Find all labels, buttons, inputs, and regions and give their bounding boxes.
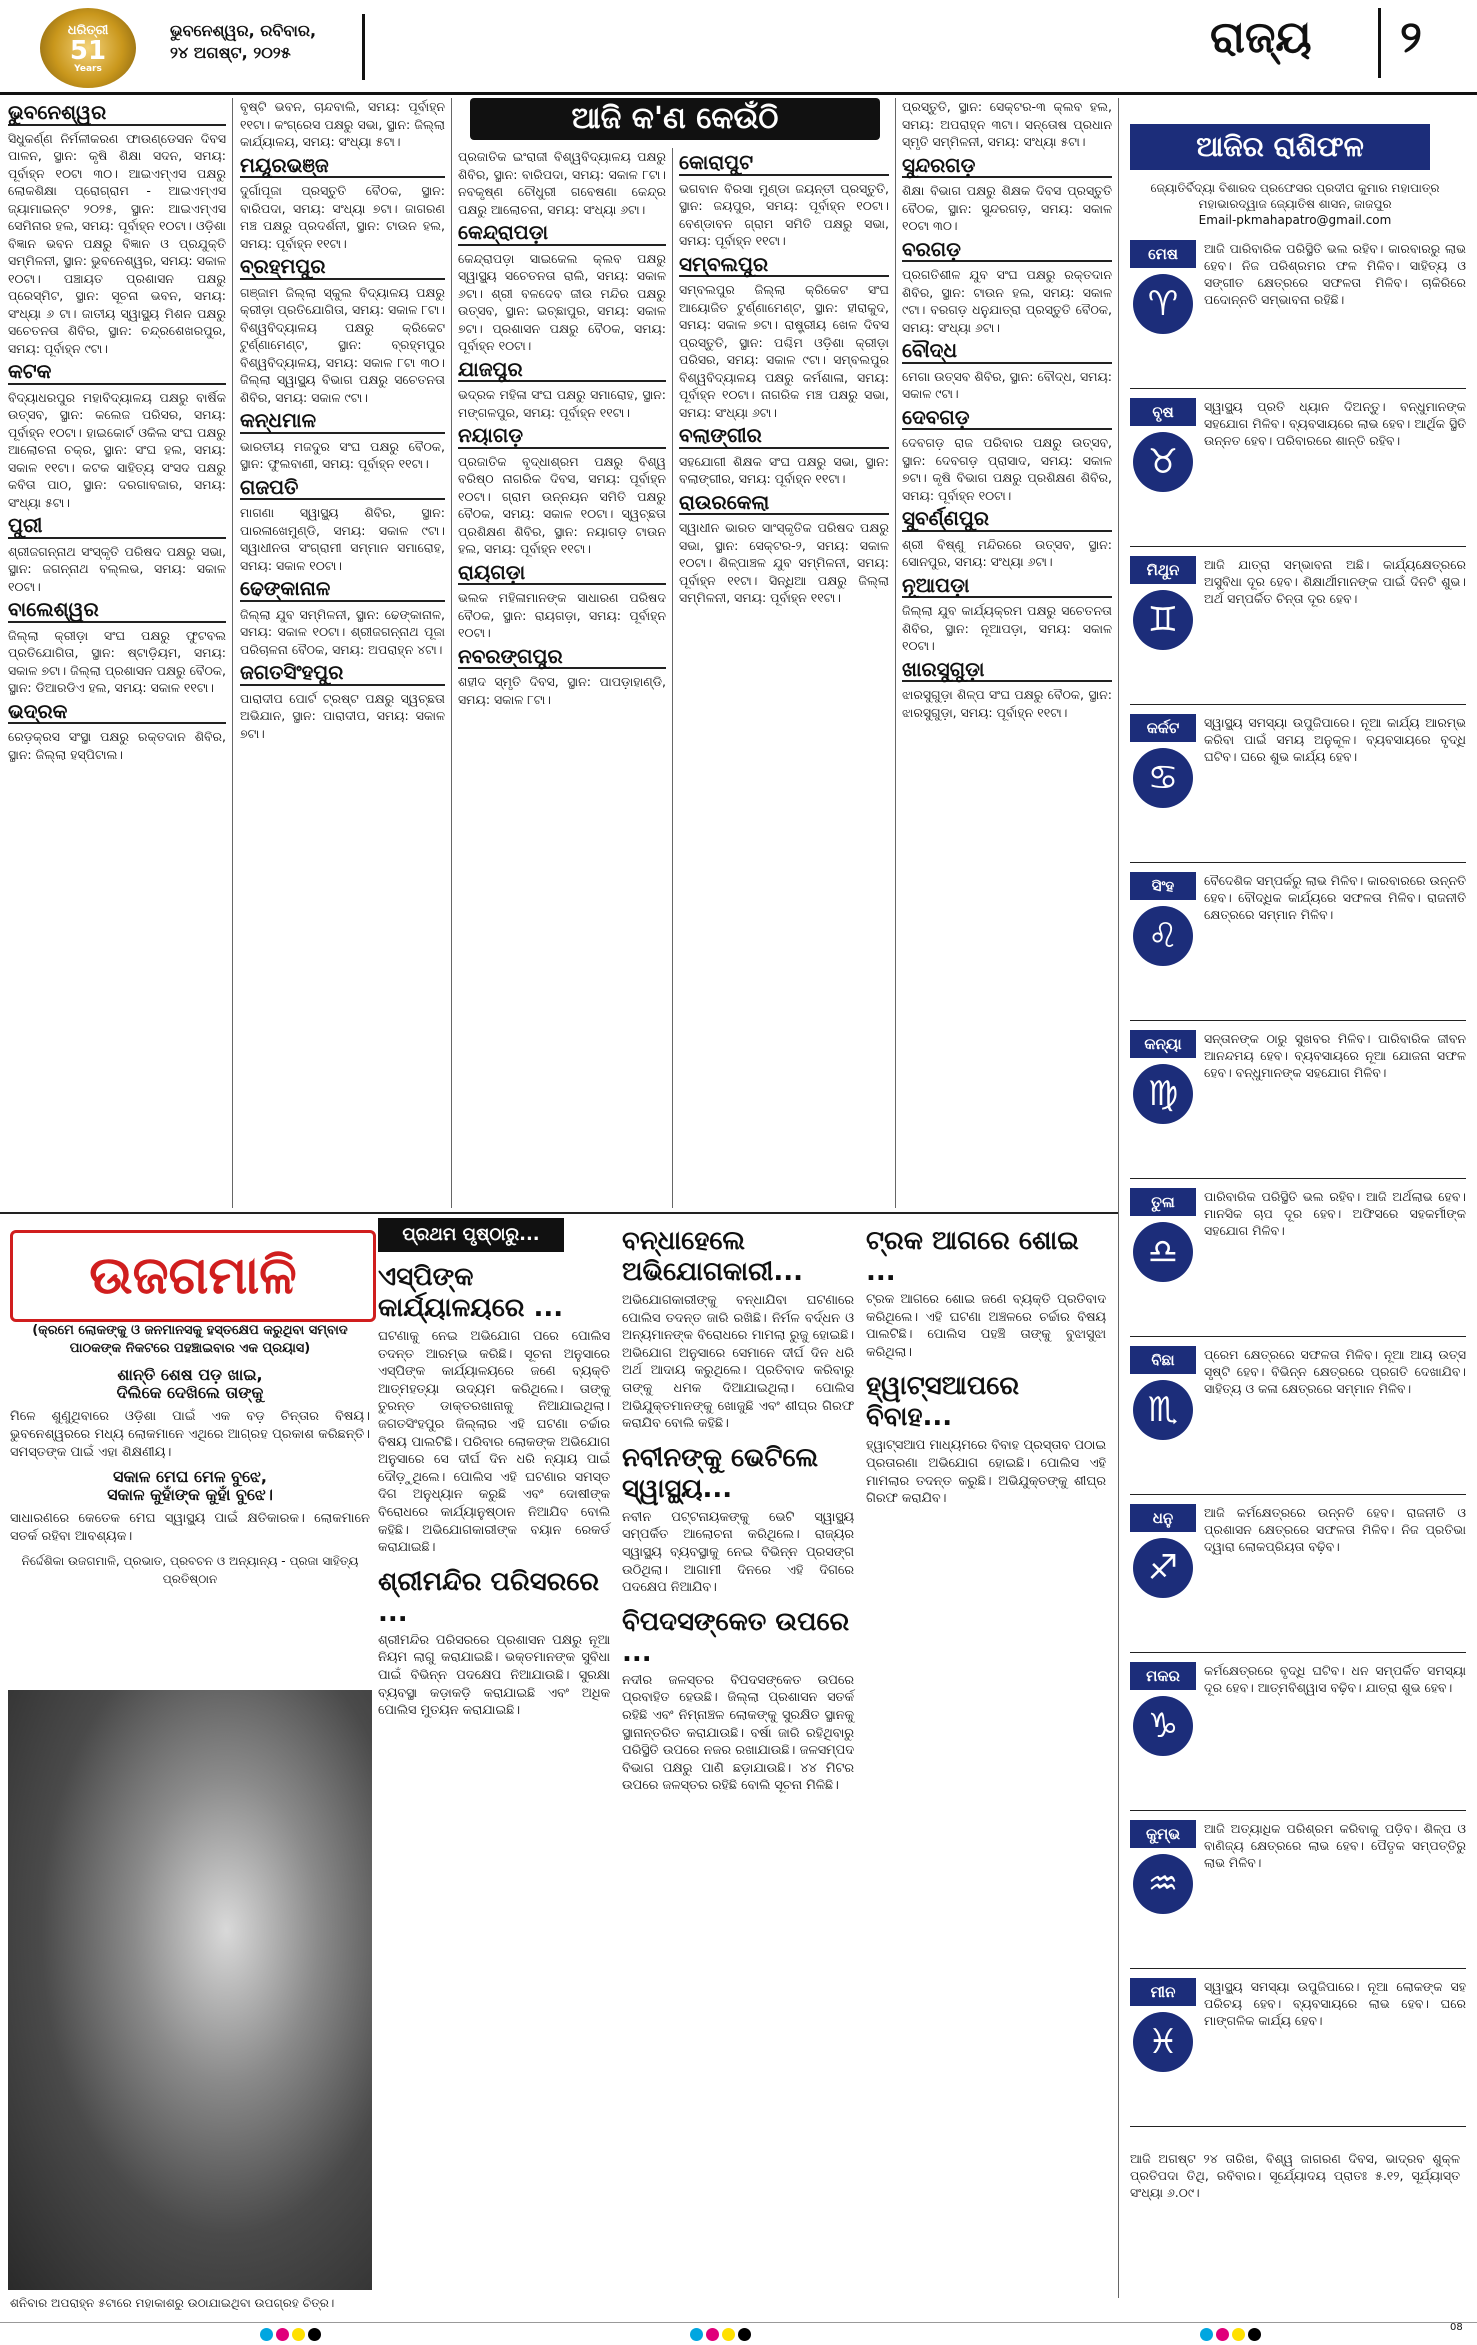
zodiac-sign-label: ମିଥୁନ <box>1130 556 1196 584</box>
story-body: ଘଟଣାକୁ ନେଇ ଅଭିଯୋଗ ପରେ ପୋଲିସ ତଦନ୍ତ ଆରମ୍ଭ କରିଛି। ସୂଚନା ଅନୁସାରେ ଏସ୍‌ପିଙ୍କ କାର୍ଯ୍ୟାଳୟରେ ଜଣେ ବ୍ୟକ୍ତି ଆତ୍ମହତ୍ୟା ଉଦ୍ୟମ କରିଥିଲେ। ତାଙ୍କୁ ତୁରନ୍ତ ଡାକ୍ତରଖାନାକୁ ନିଆଯାଇଥିଲା। ଜଗତସିଂହପୁର ଜିଲ୍ଲାର ଏହି ଘଟଣା ଚର୍ଚ୍ଚାର ବିଷୟ ପାଲଟିଛି। ପରିବାର ଲୋକଙ୍କ ଅଭିଯୋଗ ଅନୁସାରେ ସେ ଦୀର୍ଘ ଦିନ ଧରି ନ୍ୟାୟ ପାଇଁ ଦୌଡ଼ୁଥିଲେ। ପୋଲିସ ଏହି ଘଟଣାର ସମସ୍ତ ଦିଗ ଅନୁଧ୍ୟାନ କରୁଛି ଏବଂ ଦୋଷୀଙ୍କ ବିରୋଧରେ କାର୍ଯ୍ୟାନୁଷ୍ଠାନ ନିଆଯିବ ବୋଲି କହିଛି। ଅଭିଯୋଗକାରୀଙ୍କ ବୟାନ ରେକର୍ଡ କରାଯାଇଛି। <box>378 1329 610 1556</box>
city-heading: ନୂଆପଡ଼ା <box>902 577 1112 599</box>
story-body: ନଦୀର ଜଳସ୍ତର ବିପଦସଙ୍କେତ ଉପରେ ପ୍ରବାହିତ ହେଉଛି। ଜିଲ୍ଲା ପ୍ରଶାସନ ସତର୍କ ରହିଛି ଏବଂ ନିମ୍ନାଞ୍ଚଳ ଲୋକଙ୍କୁ ସୁରକ୍ଷିତ ସ୍ଥାନକୁ ସ୍ଥାନାନ୍ତରିତ କରାଯାଉଛି। ବର୍ଷା ଜାରି ରହିଥିବାରୁ ପରିସ୍ଥିତି ଉପରେ ନଜର ରଖାଯାଉଛି। ଜଳସମ୍ପଦ ବିଭାଗ ପକ୍ଷରୁ ପାଣି ଛଡ଼ାଯାଉଛି। ୪୪ ମିଟର ଉପରେ ଜଳସ୍ତର ରହିଛି ବୋଲି ସୂଚନା ମିଳିଛି। <box>622 1672 854 1794</box>
yellow-dot <box>1232 2328 1245 2341</box>
story-body: ଶ୍ରୀମନ୍ଦିର ପରିସରରେ ପ୍ରଶାସନ ପକ୍ଷରୁ ନୂଆ ନିୟମ ଲାଗୁ କରାଯାଇଛି। ଭକ୍ତମାନଙ୍କ ସୁବିଧା ପାଇଁ ବିଭିନ୍ନ ପଦକ୍ଷେପ ନିଆଯାଉଛି। ସୁରକ୍ଷା ବ୍ୟବସ୍ଥା କଡ଼ାକଡ଼ି କରାଯାଇଛି ଏବଂ ଅଧିକ ପୋଲିସ ମୁତୟନ କରାଯାଇଛି। <box>378 1632 610 1719</box>
column-3 <box>458 148 666 713</box>
city-heading: ସୁବର୍ଣ୍ଣପୁର <box>902 510 1112 532</box>
event-listing: ରେଡ଼କ୍ରସ ସଂସ୍ଥା ପକ୍ଷରୁ ରକ୍ତଦାନ ଶିବିର, ସ୍ଥାନ: ଜିଲ୍ଲା ହସ୍ପିଟାଲ। <box>8 729 226 762</box>
city-heading: ଭୁବନେଶ୍ୱର <box>8 104 226 126</box>
event-listing: ବୃଷ୍ଟି ଭବନ, ଚାନ୍ଦବାଲି, ସମୟ: ପୂର୍ବାହ୍ନ ୧୧ଟା। କଂଗ୍ରେସ ପକ୍ଷରୁ ସଭା, ସ୍ଥାନ: ଜିଲ୍ଲା କାର୍ଯ୍ୟାଳୟ, ସମୟ: ସଂଧ୍ୟା ୫ଟା। <box>240 99 445 149</box>
horoscope-rule <box>1130 704 1466 705</box>
story-headline: ନବୀନଙ୍କୁ ଭେଟିଲେ ସ୍ୱାସ୍ଥ୍ୟ... <box>622 1442 819 1504</box>
horoscope-rule <box>1130 1968 1466 1969</box>
newspaper-logo <box>40 8 136 88</box>
horoscope-text: ପ୍ରେମ କ୍ଷେତ୍ରରେ ସଫଳତା ମିଳିବ। ନୂଆ ଆୟ ଉତ୍ସ ସୃଷ୍ଟି ହେବ। ବିଭିନ୍ନ କ୍ଷେତ୍ରରେ ପ୍ରଗତି ଦେଖାଯିବ। ସାହିତ୍ୟ ଓ କଳା କ୍ଷେତ୍ରରେ ସମ୍ମାନ ମିଳିବ। <box>1204 1347 1466 1396</box>
story-column-3 <box>866 1222 1106 1518</box>
horoscope-text: ପାରିବାରିକ ପରିସ୍ଥିତି ଭଲ ରହିବ। ଆଜି ଅର୍ଥଲାଭ ହେବ। ମାନସିକ ଚାପ ଦୂର ହେବ। ଅଫିସରେ ସହକର୍ମୀଙ୍କ ସହଯୋଗ ମିଳିବ। <box>1204 1189 1466 1238</box>
event-listing: ମେଗା ଉତ୍ସବ ଶିବିର, ସ୍ଥାନ: ବୌଦ୍ଧ, ସମୟ: ସକାଳ ୯ଟା। <box>902 368 1112 401</box>
logo-years: 51 <box>69 35 107 66</box>
event-listing: ପ୍ରଗତିଶୀଳ ଯୁବ ସଂଘ ପକ୍ଷରୁ ରକ୍ତଦାନ ଶିବିର, ସ୍ଥାନ: ଟାଉନ ହଲ, ସମୟ: ସକାଳ ୯ଟା। ବରଗଡ଼ ଧନୁଯାତ୍ରା ପ୍ରସ୍ତୁତି ବୈଠକ, ସମୟ: ସଂଧ୍ୟା ୬ଟା। <box>902 267 1112 335</box>
zodiac-icon: ♈ <box>1133 274 1193 334</box>
horoscope-text: ବୈଦେଶିକ ସମ୍ପର୍କରୁ ଲାଭ ମିଳିବ। କାରବାରରେ ଉନ୍ନତି ହେବ। ବୌଦ୍ଧିକ କାର୍ଯ୍ୟରେ ସଫଳତା ମିଳିବ। ରାଜନୀତି କ୍ଷେତ୍ରରେ ସମ୍ମାନ ମିଳିବ। <box>1204 873 1466 922</box>
horoscope-text: ସ୍ୱାସ୍ଥ୍ୟ ସମସ୍ୟା ଉପୁଜିପାରେ। ନୂଆ ଲୋକଙ୍କ ସହ ପରିଚୟ ହେବ। ବ୍ୟବସାୟରେ ଲାଭ ହେବ। ଘରେ ମାଙ୍ଗଳିକ କାର୍ଯ୍ୟ ହେବ। <box>1204 1979 1466 2028</box>
section-divider <box>1378 8 1381 78</box>
zodiac-sign-label: କର୍କଟ <box>1130 714 1196 742</box>
cyan-dot <box>690 2328 703 2341</box>
page-number: ୨ <box>1400 12 1422 63</box>
event-listing: ଗଞ୍ଜାମ ଜିଲ୍ଲା ସ୍କୁଲ ବିଦ୍ୟାଳୟ ପକ୍ଷରୁ କ୍ରୀଡ଼ା ପ୍ରତିଯୋଗିତା, ସମୟ: ସକାଳ ୮ଟା। ବିଶ୍ୱବିଦ୍ୟାଳୟ ପକ୍ଷରୁ କ୍ରିକେଟ ଟୁର୍ଣ୍ଣାମେଣ୍ଟ, ସ୍ଥାନ: ବ୍ରହ୍ମପୁର ବିଶ୍ୱବିଦ୍ୟାଳୟ, ସମୟ: ସକାଳ ୮ଟା ୩୦। ଜିଲ୍ଲା ସ୍ୱାସ୍ଥ୍ୟ ବିଭାଗ ପକ୍ଷରୁ ସଚେତନତା ଶିବିର, ସମୟ: ସକାଳ ୯ଟା। <box>240 284 445 405</box>
event-listing: ଭଗବାନ ବିରସା ମୁଣ୍ଡା ଜୟନ୍ତୀ ପ୍ରସ୍ତୁତି, ସ୍ଥାନ: ଜୟପୁର, ସମୟ: ପୂର୍ବାହ୍ନ ୧୦ଟା। ବେଣ୍ଡାବନ ଗ୍ରାମ ସମିତି ପକ୍ଷରୁ ସଭା, ସମୟ: ପୂର୍ବାହ୍ନ ୧୧ଟା। <box>679 180 889 248</box>
story-column-2 <box>622 1222 854 1805</box>
zodiac-icon: ♊ <box>1133 590 1193 650</box>
zodiac-sign-label: ବିଛା <box>1130 1346 1196 1374</box>
story-body: ନବୀନ ପଟ୍ଟନାୟକଙ୍କୁ ଭେଟି ସ୍ୱାସ୍ଥ୍ୟ ସମ୍ପର୍କିତ ଆଲୋଚନା କରିଥିଲେ। ରାଜ୍ୟର ସ୍ୱାସ୍ଥ୍ୟ ବ୍ୟବସ୍ଥାକୁ ନେଇ ବିଭିନ୍ନ ପ୍ରସଙ୍ଗ ଉଠିଥିଲା। ଆଗାମୀ ଦିନରେ ଏହି ଦିଗରେ ପଦକ୍ଷେପ ନିଆଯିବ। <box>622 1509 854 1596</box>
astrologer-place: ମହାଭାରଦ୍ୱାଜ ଜ୍ୟୋତିଷ ଶାସନ, ଜାଜପୁର <box>1198 197 1392 211</box>
registration-marks <box>260 2326 324 2345</box>
story-headline: ବନ୍ଧାହେଲେ ଅଭିଯୋଗକାରୀ... <box>622 1226 804 1287</box>
zodiac-icon: ♐ <box>1133 1538 1193 1598</box>
event-listing: ମାଗଣା ସ୍ୱାସ୍ଥ୍ୟ ଶିବିର, ସ୍ଥାନ: ପାରଳାଖେମୁଣ୍ଡି, ସମୟ: ସକାଳ ୯ଟା। ସ୍ୱାଧୀନତା ସଂଗ୍ରାମୀ ସମ୍ମାନ ସମାରୋହ, ସମୟ: ସକାଳ ୧୦ଟା। <box>240 505 445 573</box>
satellite-caption: ଶନିବାର ଅପରାହ୍ନ ୫ଟାରେ ମହାକାଶରୁ ଉଠାଯାଇଥିବା ଉପଗ୍ରହ ଚିତ୍ର। <box>10 2296 335 2310</box>
horoscope-rule <box>1130 546 1466 547</box>
zodiac-icon: ♑ <box>1133 1696 1193 1756</box>
event-listing: ପ୍ରସ୍ତୁତି, ସ୍ଥାନ: ସେକ୍ଟର-୩ କ୍ଲବ ହଲ, ସମୟ: ଅପରାହ୍ନ ୩ଟା। ସନ୍ତୋଷ ପ୍ରଧାନ ସ୍ମୃତି ସମ୍ମିଳନୀ, ସମୟ: ସଂଧ୍ୟା ୫ଟା। <box>902 99 1112 149</box>
header-divider <box>362 14 365 80</box>
cyan-dot <box>1200 2328 1213 2341</box>
logo-years-label: Years <box>74 63 102 74</box>
city-heading: ନୟାଗଡ଼ <box>458 427 666 449</box>
ujagamali-headline: ଦିଲିକେ ଦେଖିଲେ ତାଙ୍କୁ <box>116 1383 264 1402</box>
zodiac-sign-label: ସିଂହ <box>1130 872 1196 900</box>
zodiac-icon: ♍ <box>1133 1064 1193 1124</box>
horoscope-text: ଆଜି ଯାତ୍ରା ସମ୍ଭାବନା ଅଛି। କାର୍ଯ୍ୟକ୍ଷେତ୍ରରେ ଅସୁବିଧା ଦୂର ହେବ। ଶିକ୍ଷାର୍ଥୀମାନଙ୍କ ପାଇଁ ଦିନଟି ଶୁଭ। ଅର୍ଥ ସମ୍ପର୍କିତ ଚିନ୍ତା ଦୂର ହେବ। <box>1204 557 1466 606</box>
city-heading: କଟକ <box>8 363 226 385</box>
city-heading: ବୌଦ୍ଧ <box>902 342 1112 364</box>
city-heading: ଜଗତସିଂହପୁର <box>240 664 445 686</box>
section-title: ରାଜ୍ୟ <box>1210 12 1312 63</box>
city-heading: ପୁରୀ <box>8 517 226 539</box>
ujagamali-body: ସାଧାରଣରେ କେତେକ ମେଘ ସ୍ୱାସ୍ଥ୍ୟ ପାଇଁ କ୍ଷତିକାରକ। ଲୋକମାନେ ସତର୍କ ରହିବା ଆବଶ୍ୟକ। <box>10 1511 370 1544</box>
ujagamali-subtitle: (କ୍ରମେ ଲୋକଙ୍କୁ ଓ ଜନମାନସକୁ ହସ୍ତକ୍ଷେପ କରୁଥିବା ସମ୍ବାଦ ପାଠକଙ୍କ ନିକଟରେ ପହଞ୍ଚାଇବାର ଏକ ପ୍ରୟାସ) <box>32 1323 348 1356</box>
zodiac-sign-label: ମୀନ <box>1130 1978 1196 2006</box>
city-heading: ଦେବଗଡ଼ <box>902 409 1112 431</box>
city-heading: ଯାଜପୁର <box>458 361 666 383</box>
city-heading: ସୁନ୍ଦରଗଡ଼ <box>902 157 1112 179</box>
event-listing: ଜିଲ୍ଲା କ୍ରୀଡ଼ା ସଂଘ ପକ୍ଷରୁ ଫୁଟବଲ ପ୍ରତିଯୋଗିତା, ସ୍ଥାନ: ଷ୍ଟାଡ଼ିୟମ, ସମୟ: ସକାଳ ୭ଟା। ଜିଲ୍ଲା ପ୍ରଶାସନ ପକ୍ଷରୁ ବୈଠକ, ସ୍ଥାନ: ଡିଆରଡିଏ ହଲ, ସମୟ: ସକାଳ ୧୧ଟା। <box>8 627 226 695</box>
city-heading: ଗଜପତି <box>240 479 445 501</box>
event-listing: ଦୁର୍ଗାପୂଜା ପ୍ରସ୍ତୁତି ବୈଠକ, ସ୍ଥାନ: ବାରିପଦା, ସମୟ: ସଂଧ୍ୟା ୭ଟା। ଜାଗରଣ ମଞ୍ଚ ପକ୍ଷରୁ ପ୍ରଦର୍ଶନୀ, ସ୍ଥାନ: ଟାଉନ ହଲ, ସମୟ: ପୂର୍ବାହ୍ନ ୧୧ଟା। <box>240 183 445 251</box>
zodiac-sign-label: ଧନୁ <box>1130 1504 1196 1532</box>
astrologer-name: ଜ୍ୟୋତିର୍ବିଦ୍ୟା ବିଶାରଦ ପ୍ରଫେସର ପ୍ରଦୀପ କୁମାର ମହାପାତ୍ର <box>1150 181 1440 195</box>
horoscope-rule <box>1130 1336 1466 1337</box>
horoscope-rule <box>1130 1020 1466 1021</box>
city-heading: କନ୍ଧମାଳ <box>240 412 445 434</box>
zodiac-icon: ♉ <box>1133 432 1193 492</box>
events-heading: ଆଜି କ'ଣ କେଉଁଠି <box>470 98 880 140</box>
logo-name: ଧରିତ୍ରୀ <box>67 22 109 38</box>
city-heading: କୋରାପୁଟ <box>679 154 889 176</box>
city-heading: କେନ୍ଦ୍ରାପଡ଼ା <box>458 224 666 246</box>
satellite-image <box>8 1690 372 2290</box>
column-rule <box>451 98 452 1208</box>
horoscope-rule <box>1130 388 1466 389</box>
ujagamali-headline: ସକାଳ କୁହାଁଙ୍କ କୁହାଁ ବୁଝେ। <box>107 1485 273 1504</box>
astrologer-email: Email-pkmahapatro@gmail.com <box>1198 213 1392 227</box>
horoscope-text: ସନ୍ତାନଙ୍କ ଠାରୁ ସୁଖବର ମିଳିବ। ପାରିବାରିକ ଜୀବନ ଆନନ୍ଦମୟ ହେବ। ବ୍ୟବସାୟରେ ନୂଆ ଯୋଜନା ସଫଳ ହେବ। ବନ୍ଧୁମାନଙ୍କ ସହଯୋଗ ମିଳିବ। <box>1204 1031 1466 1080</box>
zodiac-sign-label: ତୁଳା <box>1130 1188 1196 1216</box>
event-listing: ଜିଲ୍ଲା ଯୁବ ସମ୍ମିଳନୀ, ସ୍ଥାନ: ଢେଙ୍କାନାଳ, ସମୟ: ସକାଳ ୧୦ଟା। ଶ୍ରୀଜଗନ୍ନାଥ ପୂଜା ପରିଚାଳନା ବୈଠକ, ସମୟ: ଅପରାହ୍ନ ୪ଟା। <box>240 606 445 657</box>
city-heading: ନବରଙ୍ଗପୁର <box>458 648 666 670</box>
story-headline: ବିପଦସଙ୍କେତ ଉପରେ ... <box>622 1606 850 1668</box>
event-listing: ଦେବଗଡ଼ ରାଜ ପରିବାର ପକ୍ଷରୁ ଉତ୍ସବ, ସ୍ଥାନ: ଦେବଗଡ଼ ପ୍ରାସାଦ, ସମୟ: ସକାଳ ୭ଟା। କୃଷି ବିଭାଗ ପକ୍ଷରୁ ପ୍ରଶିକ୍ଷଣ ଶିବିର, ସମୟ: ପୂର୍ବାହ୍ନ ୧୦ଟା। <box>902 435 1112 503</box>
yellow-dot <box>722 2328 735 2341</box>
story-body: ହ୍ୱାଟ୍ସଆପ ମାଧ୍ୟମରେ ବିବାହ ପ୍ରସ୍ତାବ ପଠାଇ ପ୍ରତାରଣା ଅଭିଯୋଗ ହୋଇଛି। ପୋଲିସ ଏହି ମାମଲାର ତଦନ୍ତ କରୁଛି। ଅଭିଯୁକ୍ତଙ୍କୁ ଶୀଘ୍ର ଗିରଫ କରାଯିବ। <box>866 1438 1106 1507</box>
black-dot <box>1248 2328 1261 2341</box>
city-heading: ଭଦ୍ରକ <box>8 703 226 725</box>
story-headline: ହ୍ୱାଟ୍ସଆପରେ ବିବାହ... <box>866 1371 1020 1433</box>
horoscope-text: ଆଜି ପାରିବାରିକ ପରିସ୍ଥିତି ଭଲ ରହିବ। କାରବାରରୁ ଲାଭ ହେବ। ନିଜ ପରିଶ୍ରମର ଫଳ ମିଳିବ। ସାହିତ୍ୟ ଓ ସଙ୍ଗୀତ କ୍ଷେତ୍ରରେ ସଫଳତା ମିଳିବ। ଚାକିରିରେ ପଦୋନ୍ନତି ସମ୍ଭାବନା ରହିଛି। <box>1204 241 1466 307</box>
event-listing: ଜିଲ୍ଲା ଯୁବ କାର୍ଯ୍ୟକ୍ରମ ପକ୍ଷରୁ ସଚେତନତା ଶିବିର, ସ୍ଥାନ: ନୂଆପଡ଼ା, ସମୟ: ସକାଳ ୧୦ଟା। <box>902 603 1112 653</box>
cyan-dot <box>260 2328 273 2341</box>
column-4 <box>679 148 889 612</box>
horoscope-rule <box>1130 1810 1466 1811</box>
event-listing: ଭଲକ ମହିଳାମାନଙ୍କ ସାଧାରଣ ପରିଷଦ ବୈଠକ, ସ୍ଥାନ: ରାୟଗଡ଼ା, ସମୟ: ପୂର୍ବାହ୍ନ ୧୦ଟା। <box>458 590 666 640</box>
zodiac-icon: ♏ <box>1133 1380 1193 1440</box>
event-listing: ଶ୍ରୀଜଗନ୍ନାଥ ସଂସ୍କୃତି ପରିଷଦ ପକ୍ଷରୁ ସଭା, ସ୍ଥାନ: ଜଗନ୍ନାଥ ବଲ୍ଲଭ, ସମୟ: ସକାଳ ୧୦ଟା। <box>8 543 226 594</box>
dateline-date: ୨୪ ଅଗଷ୍ଟ, ୨୦୨୫ <box>170 43 291 62</box>
story-headline: ଶ୍ରୀମନ୍ଦିର ପରିସରରେ ... <box>378 1566 600 1628</box>
registration-marks <box>1200 2326 1264 2345</box>
horoscope-rule <box>1130 1178 1466 1179</box>
column-1 <box>8 98 226 768</box>
black-dot <box>308 2328 321 2341</box>
zodiac-sign-label: ମକର <box>1130 1662 1196 1690</box>
city-heading: ସମ୍ବଲପୁର <box>679 256 889 278</box>
zodiac-sign-label: କୁମ୍ଭ <box>1130 1820 1196 1848</box>
event-listing: ଭଦ୍ରକ ମହିଳା ସଂଘ ପକ୍ଷରୁ ସମାରୋହ, ସ୍ଥାନ: ମଙ୍ଗଳପୁର, ସମୟ: ପୂର୍ବାହ୍ନ ୧୧ଟା। <box>458 387 666 420</box>
event-listing: କେନ୍ଦ୍ରାପଡ଼ା ସାଇକେଲ କ୍ଲବ ପକ୍ଷରୁ ସ୍ୱାସ୍ଥ୍ୟ ସଚେତନତା ରାଲି, ସମୟ: ସକାଳ ୬ଟା। ଶ୍ରୀ ବଳଦେବ ଜୀଉ ମନ୍ଦିର ପକ୍ଷରୁ ଉତ୍ସବ, ସ୍ଥାନ: ଇଚ୍ଛାପୁର, ସମୟ: ସକାଳ ୭ଟା। ପ୍ରଶାସନ ପକ୍ଷରୁ ବୈଠକ, ସମୟ: ପୂର୍ବାହ୍ନ ୧୦ଟା। <box>458 250 666 353</box>
city-heading: ବ୍ରହ୍ମପୁର <box>240 258 445 280</box>
ujagamali-title: ଉଜଗମାଳି <box>10 1230 376 1322</box>
column-rule <box>232 98 233 1208</box>
city-heading: ବଲାଙ୍ଗୀର <box>679 427 889 449</box>
zodiac-sign-label: କନ୍ୟା <box>1130 1030 1196 1058</box>
ujagamali-body: ମିଳେ ଶୁଣୁଥିବାରେ ଓଡ଼ିଶା ପାଇଁ ଏକ ବଡ଼ ଚିନ୍ତାର ବିଷୟ। ଭୁବନେଶ୍ୱରରେ ମଧ୍ୟ ଲୋକମାନେ ଏଥିରେ ଆଗ୍ରହ ପ୍ରକାଶ କରିଛନ୍ତି। ସମସ୍ତଙ୍କ ପାଇଁ ଏହା ଶିକ୍ଷଣୀୟ। <box>10 1409 370 1460</box>
event-listing: ଶହୀଦ ସ୍ମୃତି ଦିବସ, ସ୍ଥାନ: ପାପଡ଼ାହାଣ୍ଡି, ସମୟ: ସକାଳ ୮ଟା। <box>458 674 666 707</box>
magenta-dot <box>276 2328 289 2341</box>
dateline <box>170 20 316 64</box>
horoscope-text: କର୍ମକ୍ଷେତ୍ରରେ ବୃଦ୍ଧି ଘଟିବ। ଧନ ସମ୍ପର୍କିତ ସମସ୍ୟା ଦୂର ହେବ। ଆତ୍ମବିଶ୍ୱାସ ବଢ଼ିବ। ଯାତ୍ରା ଶୁଭ ହେବ। <box>1204 1663 1466 1695</box>
event-listing: ସମ୍ବଲପୁର ଜିଲ୍ଲା କ୍ରିକେଟ ସଂଘ ଆୟୋଜିତ ଟୁର୍ଣ୍ଣାମେଣ୍ଟ, ସ୍ଥାନ: ହୀରାକୁଦ, ସମୟ: ସକାଳ ୭ଟା। ରାଷ୍ଟ୍ରୀୟ ଖେଳ ଦିବସ ପ୍ରସ୍ତୁତି, ସ୍ଥାନ: ପଶ୍ଚିମ ଓଡ଼ିଶା କ୍ରୀଡ଼ା ପରିସର, ସମୟ: ସକାଳ ୯ଟା। ସମ୍ବଲପୁର ବିଶ୍ୱବିଦ୍ୟାଳୟ ପକ୍ଷରୁ କର୍ମଶାଳା, ସମୟ: ପୂର୍ବାହ୍ନ ୧୦ଟା। ନାଗରିକ ମଞ୍ଚ ପକ୍ଷରୁ ସଭା, ସମୟ: ସଂଧ୍ୟା ୬ଟା। <box>679 282 889 420</box>
event-listing: ପ୍ରଜାତିକ ବୃଦ୍ଧାଶ୍ରମ ପକ୍ଷରୁ ବିଶ୍ୱ ବରିଷ୍ଠ ନାଗରିକ ଦିବସ, ସମୟ: ପୂର୍ବାହ୍ନ ୧୦ଟା। ଗ୍ରାମ ଉନ୍ନୟନ ସମିତି ପକ୍ଷରୁ ବୈଠକ, ସମୟ: ସକାଳ ୧୦ଟା। ସ୍ୱଚ୍ଛତା ପ୍ରଶିକ୍ଷଣ ଶିବିର, ସ୍ଥାନ: ନୟାଗଡ଼ ଟାଉନ ହଲ, ସମୟ: ପୂର୍ବାହ୍ନ ୧୧ଟା। <box>458 453 666 556</box>
city-heading: ମୟୂରଭଞ୍ଜ <box>240 157 445 179</box>
zodiac-icon: ♋ <box>1133 748 1193 808</box>
story-body: ଟ୍ରକ ଆଗରେ ଶୋଇ ଜଣେ ବ୍ୟକ୍ତି ପ୍ରତିବାଦ କରିଥିଲେ। ଏହି ଘଟଣା ଅଞ୍ଚଳରେ ଚର୍ଚ୍ଚାର ବିଷୟ ପାଲଟିଛି। ପୋଲିସ ପହଞ୍ଚି ତାଙ୍କୁ ବୁଝାସୁଝା କରିଥିଲା। <box>866 1292 1106 1360</box>
column-rule <box>1118 98 1119 2298</box>
event-listing: ପାରାଦୀପ ପୋର୍ଟ ଟ୍ରଷ୍ଟ ପକ୍ଷରୁ ସ୍ୱଚ୍ଛତା ଅଭିଯାନ, ସ୍ଥାନ: ପାରାଦୀପ, ସମୟ: ସକାଳ ୭ଟା। <box>240 690 445 741</box>
horoscope-rule <box>1130 862 1466 863</box>
zodiac-sign-label: ମେଷ <box>1130 240 1196 268</box>
ujagamali-column <box>10 1322 370 1588</box>
column-rule <box>895 98 896 1208</box>
event-listing: ଝାରସୁଗୁଡ଼ା ଶିଳ୍ପ ସଂଘ ପକ୍ଷରୁ ବୈଠକ, ସ୍ଥାନ: ଝାରସୁଗୁଡ଼ା, ସମୟ: ପୂର୍ବାହ୍ନ ୧୧ଟା। <box>902 687 1112 720</box>
yellow-dot <box>292 2328 305 2341</box>
horoscope-text: ସ୍ୱାସ୍ଥ୍ୟ ପ୍ରତି ଧ୍ୟାନ ଦିଅନ୍ତୁ। ବନ୍ଧୁମାନଙ୍କ ସହଯୋଗ ମିଳିବ। ବ୍ୟବସାୟରେ ଲାଭ ହେବ। ଆର୍ଥିକ ସ୍ଥିତି ଉନ୍ନତ ହେବ। ପରିବାରରେ ଶାନ୍ତି ରହିବ। <box>1204 399 1466 448</box>
story-column-1 <box>378 1258 610 1730</box>
column-5 <box>902 98 1112 726</box>
magenta-dot <box>706 2328 719 2341</box>
event-listing: ଶ୍ରୀ ବିଷ୍ଣୁ ମନ୍ଦିରରେ ଉତ୍ସବ, ସ୍ଥାନ: ସୋନପୁର, ସମୟ: ସଂଧ୍ୟା ୬ଟା। <box>902 536 1112 569</box>
horoscope-rule <box>1130 2126 1466 2127</box>
city-heading: ବାଲେଶ୍ୱର <box>8 601 226 623</box>
zodiac-icon: ♒ <box>1133 1854 1193 1914</box>
magenta-dot <box>1216 2328 1229 2341</box>
registration-marks <box>690 2326 754 2345</box>
event-listing: ପ୍ରଜାତିକ ଇଂରାଜୀ ବିଶ୍ୱବିଦ୍ୟାଳୟ ପକ୍ଷରୁ ଶିବିର, ସ୍ଥାନ: ବାରିପଦା, ସମୟ: ସକାଳ ୮ଟା। ନବକୃଷ୍ଣ ଚୌଧୁରୀ ଗବେଷଣା କେନ୍ଦ୍ର ପକ୍ଷରୁ ଆଲୋଚନା, ସମୟ: ସଂଧ୍ୟା ୬ଟା। <box>458 149 666 217</box>
event-listing: ସିଧୁକର୍ଣ୍ଣ ନିର୍ମଳୀକରଣ ଫାଉଣ୍ଡେସନ ଦିବସ ପାଳନ, ସ୍ଥାନ: କୃଷି ଶିକ୍ଷା ସଦନ, ସମୟ: ପୂର୍ବାହ୍ନ ୧୦ଟା ୩୦। ଆଇଏମ୍‌ଏସ ପକ୍ଷରୁ ଲୋକଶିକ୍ଷା ପ୍ରୋଗ୍ରାମ - ଆଇଏମ୍‌ଏସ ଜ୍ୟାମାଇନ୍ଟ ୨୦୨୫, ସ୍ଥାନ: ଆଇଏମ୍‌ଏସ ସେମିନାର ହଲ, ସମୟ: ପୂର୍ବାହ୍ନ ୧୦ଟା। ଓଡ଼ିଶା ବିଜ୍ଞାନ ଭବନ ପକ୍ଷରୁ ବିଜ୍ଞାନ ଓ ପ୍ରଯୁକ୍ତି ସମ୍ମିଳନୀ, ସ୍ଥାନ: ଭୁବନେଶ୍ୱର, ସମୟ: ସକାଳ ୧୦ଟା। ପଞ୍ଚାୟତ ପ୍ରଶାସନ ପକ୍ଷରୁ ପ୍ରେସ୍‌ମିଟ, ସ୍ଥାନ: ସୂଚନା ଭବନ, ସମୟ: ସଂଧ୍ୟା ୬ ଟା। ଜାତୀୟ ସ୍ୱାସ୍ଥ୍ୟ ମିଶନ ପକ୍ଷରୁ ସଚେତନତା ଶିବିର, ସ୍ଥାନ: ଚନ୍ଦ୍ରଶେଖରପୁର, ସମୟ: ପୂର୍ବାହ୍ନ ୯ଟା। <box>8 130 226 356</box>
column-2 <box>240 98 445 747</box>
city-heading: ବରଗଡ଼ <box>902 241 1112 263</box>
column-rule <box>672 148 673 1208</box>
ujagamali-headline: ସକାଳ ମେଘ ମେଳ ବୁଝେ, <box>113 1467 267 1486</box>
panjika-text: ଆଜି ଅଗଷ୍ଟ ୨୪ ତାରିଖ, ବିଶ୍ୱ ଜାଗରଣ ଦିବସ, ଭାଦ୍ରବ ଶୁକ୍ଳ ପ୍ରତିପଦା ତିଥି, ରବିବାର। ସୂର୍ଯ୍ୟୋଦୟ ପ୍ରାତଃ ୫.୧୨, ସୂର୍ଯ୍ୟାସ୍ତ ସଂଧ୍ୟା ୬.୦୯। <box>1130 2151 1460 2200</box>
ujagamali-credit: ନିର୍ଦ୍ଦେଶିକା ଉଜଗମାଳି, ପ୍ରଭାତ, ପ୍ରବଚନ ଓ ଅନ୍ୟାନ୍ୟ - ପ୍ରଜା ସାହିତ୍ୟ ପ୍ରତିଷ୍ଠାନ <box>21 1554 359 1586</box>
story-body: ଅଭିଯୋଗକାରୀଙ୍କୁ ବନ୍ଧାଯିବା ଘଟଣାରେ ପୋଲିସ ତଦନ୍ତ ଜାରି ରଖିଛି। ନିର୍ମଳ ବର୍ଦ୍ଧନ ଓ ଅନ୍ୟମାନଙ୍କ ବିରୋଧରେ ମାମଲା ରୁଜୁ ହୋଇଛି। ଅଭିଯୋଗ ଅନୁସାରେ ସେମାନେ ଦୀର୍ଘ ଦିନ ଧରି ଅର୍ଥ ଆଦାୟ କରୁଥିଲେ। ପ୍ରତିବାଦ କରିବାରୁ ତାଙ୍କୁ ଧମକ ଦିଆଯାଇଥିଲା। ପୋଲିସ ଅଭିଯୁକ୍ତମାନଙ୍କୁ ଖୋଜୁଛି ଏବଂ ଶୀଘ୍ର ଗିରଫ କରାଯିବ ବୋଲି କହିଛି। <box>622 1293 854 1432</box>
city-heading: ଢେଙ୍କାନାଳ <box>240 580 445 602</box>
zodiac-icon: ♓ <box>1133 2012 1193 2072</box>
footer-rule <box>0 2322 1477 2323</box>
event-listing: ସ୍ୱାଧୀନ ଭାରତ ସାଂସ୍କୃତିକ ପରିଷଦ ପକ୍ଷରୁ ସଭା, ସ୍ଥାନ: ସେକ୍ଟର-୨, ସମୟ: ସକାଳ ୧୦ଟା। ଶିଳ୍ପାଞ୍ଚଳ ଯୁବ ସମ୍ମିଳନୀ, ସମୟ: ପୂର୍ବାହ୍ନ ୧୧ଟା। ସିନ୍ଧିଆ ପକ୍ଷରୁ ଜିଲ୍ଲା ସମ୍ମିଳନୀ, ସମୟ: ପୂର୍ବାହ୍ନ ୧୧ଟା। <box>679 520 889 605</box>
event-listing: ଶିକ୍ଷା ବିଭାଗ ପକ୍ଷରୁ ଶିକ୍ଷକ ଦିବସ ପ୍ରସ୍ତୁତି ବୈଠକ, ସ୍ଥାନ: ସୁନ୍ଦରଗଡ଼, ସମୟ: ସକାଳ ୧୦ଟା ୩୦। <box>902 183 1112 233</box>
horoscope-text: ଆଜି ଅତ୍ୟାଧିକ ପରିଶ୍ରମ କରିବାକୁ ପଡ଼ିବ। ଶିଳ୍ପ ଓ ବାଣିଜ୍ୟ କ୍ଷେତ୍ରରେ ଲାଭ ହେବ। ପୈତୃକ ସମ୍ପତ୍ତିରୁ ଲାଭ ମିଳିବ। <box>1204 1821 1466 1870</box>
horoscope-text: ଆଜି କର୍ମକ୍ଷେତ୍ରରେ ଉନ୍ନତି ହେବ। ରାଜନୀତି ଓ ପ୍ରଶାସନ କ୍ଷେତ୍ରରେ ସଫଳତା ମିଳିବ। ନିଜ ପ୍ରତିଭା ଦ୍ୱାରା ଲୋକପ୍ରିୟତା ବଢ଼ିବ। <box>1204 1505 1466 1554</box>
section-rule <box>0 1212 1118 1214</box>
city-heading: ରାୟଗଡ଼ା <box>458 564 666 586</box>
horoscope-text: ସ୍ୱାସ୍ଥ୍ୟ ସମସ୍ୟା ଉପୁଜିପାରେ। ନୂଆ କାର୍ଯ୍ୟ ଆରମ୍ଭ କରିବା ପାଇଁ ସମୟ ଅନୁକୂଳ। ବ୍ୟବସାୟରେ ବୃଦ୍ଧି ଘଟିବ। ଘରେ ଶୁଭ କାର୍ଯ୍ୟ ହେବ। <box>1204 715 1466 764</box>
story-headline: ଏସ୍‌ପିଙ୍କ କାର୍ଯ୍ୟାଳୟରେ ... <box>378 1262 564 1323</box>
zodiac-icon: ♎ <box>1133 1222 1193 1282</box>
footer-page-number: 08 <box>1450 2322 1463 2333</box>
horoscope-heading: ଆଜିର ରାଶିଫଳ <box>1130 124 1430 170</box>
event-listing: ଭାରତୀୟ ମଜଦୁର ସଂଘ ପକ୍ଷରୁ ବୈଠକ, ସ୍ଥାନ: ଫୁଲବାଣୀ, ସମୟ: ପୂର୍ବାହ୍ନ ୧୧ଟା। <box>240 438 445 471</box>
event-listing: ବିଦ୍ୟାଧରପୁର ମହାବିଦ୍ୟାଳୟ ପକ୍ଷରୁ ବାର୍ଷିକ ଉତ୍ସବ, ସ୍ଥାନ: କଲେଜ ପରିସର, ସମୟ: ପୂର୍ବାହ୍ନ ୧୦ଟା। ହାଇକୋର୍ଟ ଓକିଲ ସଂଘ ପକ୍ଷରୁ ଆଲୋଚନା ଚକ୍ର, ସ୍ଥାନ: ସଂଘ ହଲ, ସମୟ: ସକାଳ ୧୧ଟା। କଟକ ସାହିତ୍ୟ ସଂସଦ ପକ୍ଷରୁ କବିତା ପାଠ, ସ୍ଥାନ: ଦରଗାବଜାର, ସମୟ: ସଂଧ୍ୟା ୫ଟା। <box>8 389 226 510</box>
zodiac-icon: ♌ <box>1133 906 1193 966</box>
zodiac-sign-label: ବୃଷ <box>1130 398 1196 426</box>
black-dot <box>738 2328 751 2341</box>
astrologer-info <box>1130 180 1460 228</box>
story-headline: ଟ୍ରକ ଆଗରେ ଶୋଇ ... <box>866 1226 1079 1287</box>
event-listing: ସହଯୋଗୀ ଶିକ୍ଷକ ସଂଘ ପକ୍ଷରୁ ସଭା, ସ୍ଥାନ: ବଲାଙ୍ଗୀର, ସମୟ: ପୂର୍ବାହ୍ନ ୧୧ଟା। <box>679 453 889 486</box>
ujagamali-headline: ଶାନ୍ତି ଶେଷ ପଡ଼ ଖାଇ, <box>117 1365 263 1384</box>
dateline-place: ଭୁବନେଶ୍ୱର, ରବିବାର, <box>170 21 317 40</box>
horoscope-rule <box>1130 1652 1466 1653</box>
continued-tag: ପ୍ରଥମ ପୃଷ୍ଠାରୁ... <box>378 1218 564 1252</box>
city-heading: ଖାରସୁଗୁଡ଼ା <box>902 661 1112 683</box>
horoscope-rule <box>1130 1494 1466 1495</box>
city-heading: ରାଉରକେଲା <box>679 494 889 516</box>
